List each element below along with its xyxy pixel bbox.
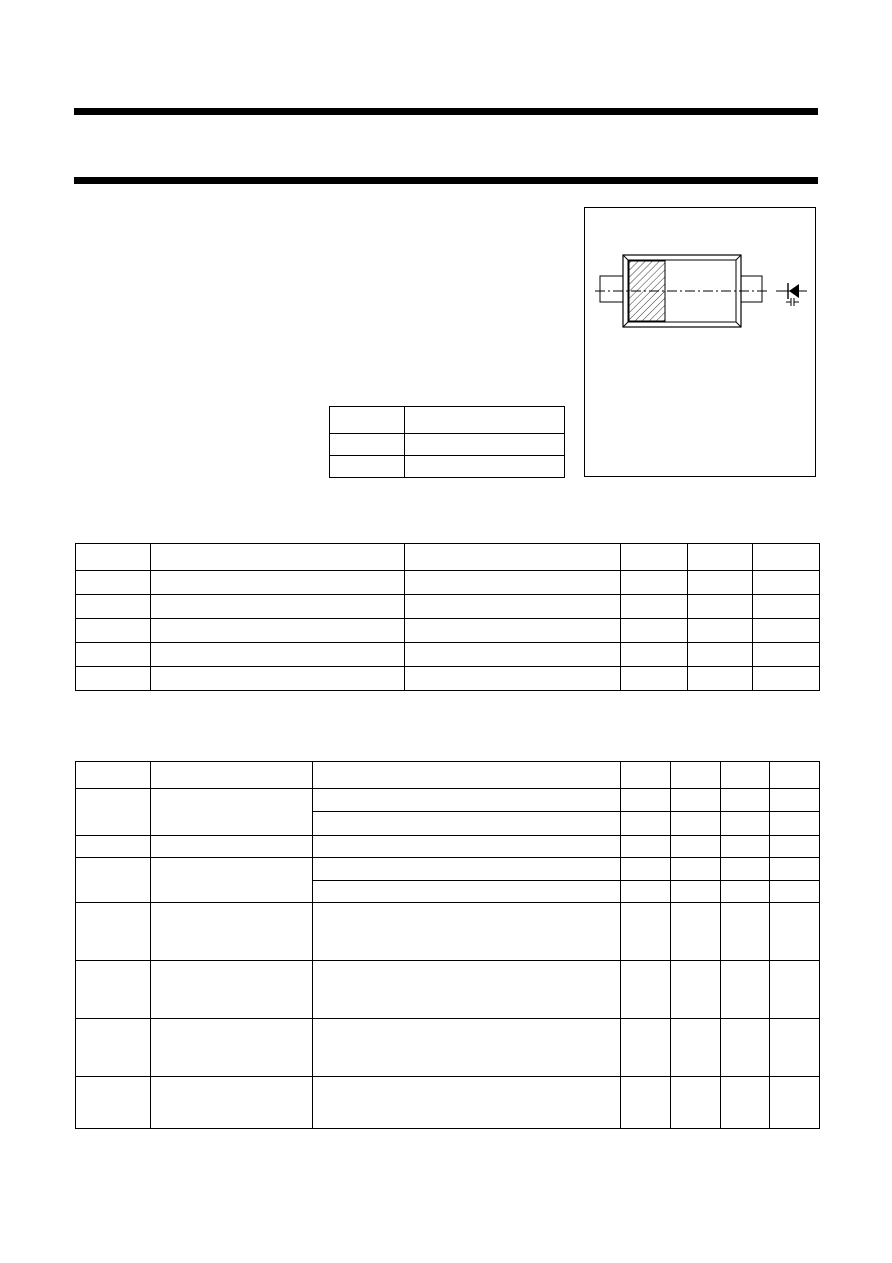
table-cell (405, 456, 565, 478)
table-cell (76, 762, 151, 789)
table-cell (721, 858, 770, 881)
table-cell (621, 903, 671, 961)
table-cell (621, 762, 671, 789)
table-cell (621, 812, 671, 836)
table-cell (688, 571, 753, 595)
table-cell (405, 667, 621, 691)
table-cell (721, 903, 770, 961)
table-cell (753, 571, 820, 595)
table-cell (151, 903, 313, 961)
table-cell (770, 881, 820, 903)
table-cell (770, 858, 820, 881)
table-row (76, 858, 820, 881)
right-end-cap (740, 276, 762, 302)
table-cell (671, 881, 721, 903)
package-outline-figure (584, 207, 816, 477)
table-cell (405, 571, 621, 595)
table-cell (76, 961, 151, 1019)
table-cell (151, 762, 313, 789)
table-cell (313, 1077, 621, 1129)
table-cell (671, 1077, 721, 1129)
table-cell (621, 961, 671, 1019)
table-cell (313, 762, 621, 789)
table-cell (753, 667, 820, 691)
table-cell (151, 858, 313, 903)
table-row (76, 619, 820, 643)
table-cell (753, 619, 820, 643)
table-cell (688, 595, 753, 619)
table-cell (770, 1019, 820, 1077)
table-row (76, 571, 820, 595)
table-cell (621, 836, 671, 858)
table-cell (76, 903, 151, 961)
table-cell (313, 812, 621, 836)
characteristics-table (75, 761, 820, 1129)
table-row (76, 595, 820, 619)
table-cell (151, 643, 405, 667)
table-cell (770, 812, 820, 836)
table-cell (76, 571, 151, 595)
table-cell (151, 961, 313, 1019)
table-row (76, 836, 820, 858)
table-cell (151, 836, 313, 858)
table-cell (76, 1077, 151, 1129)
table-cell (405, 407, 565, 434)
table-row (76, 903, 820, 961)
table-cell (151, 571, 405, 595)
table-cell (621, 1019, 671, 1077)
table-cell (688, 544, 753, 571)
table-cell (76, 544, 151, 571)
table-cell (671, 789, 721, 812)
table-cell (721, 812, 770, 836)
limiting-values-table (75, 543, 820, 691)
table-cell (770, 903, 820, 961)
table-cell (405, 434, 565, 456)
table-cell (621, 858, 671, 881)
table-row (76, 961, 820, 1019)
table-cell (330, 407, 405, 434)
table-cell (405, 619, 621, 643)
table-cell (151, 1077, 313, 1129)
capacitor-symbol-icon (786, 298, 799, 306)
table-cell (313, 903, 621, 961)
table-cell (405, 643, 621, 667)
table-cell (770, 961, 820, 1019)
table-cell (76, 836, 151, 858)
table-cell (621, 1077, 671, 1129)
table-cell (688, 619, 753, 643)
table-cell (151, 544, 405, 571)
table-cell (621, 643, 688, 667)
table-row (330, 434, 565, 456)
table-cell (313, 789, 621, 812)
table-cell (151, 789, 313, 836)
table-row (330, 407, 565, 434)
table-cell (313, 836, 621, 858)
table-cell (753, 544, 820, 571)
header-rule-top (74, 108, 818, 115)
table-cell (621, 619, 688, 643)
table-cell (721, 881, 770, 903)
table-cell (405, 595, 621, 619)
table-cell (330, 434, 405, 456)
table-header-row (76, 544, 820, 571)
table-row (76, 643, 820, 667)
table-cell (76, 789, 151, 836)
table-cell (330, 456, 405, 478)
table-row (330, 456, 565, 478)
table-cell (76, 619, 151, 643)
table-cell (721, 961, 770, 1019)
table-cell (770, 789, 820, 812)
table-cell (671, 1019, 721, 1077)
table-cell (313, 881, 621, 903)
table-cell (76, 667, 151, 691)
table-cell (753, 643, 820, 667)
table-cell (621, 571, 688, 595)
table-cell (671, 903, 721, 961)
table-cell (313, 961, 621, 1019)
diode-symbol-icon (776, 283, 807, 299)
header-rule-bottom (74, 177, 818, 184)
table-cell (770, 762, 820, 789)
table-cell (151, 1019, 313, 1077)
table-cell (621, 881, 671, 903)
table-cell (671, 836, 721, 858)
table-cell (770, 836, 820, 858)
package-outline-drawing (585, 208, 817, 478)
table-cell (721, 1077, 770, 1129)
table-row (76, 667, 820, 691)
table-row (76, 789, 820, 812)
table-cell (671, 858, 721, 881)
table-cell (688, 643, 753, 667)
left-end-cap (600, 276, 624, 302)
table-cell (621, 595, 688, 619)
table-cell (621, 789, 671, 812)
table-cell (76, 1019, 151, 1077)
table-cell (76, 858, 151, 903)
table-cell (753, 595, 820, 619)
table-cell (151, 667, 405, 691)
table-cell (151, 595, 405, 619)
table-cell (721, 1019, 770, 1077)
table-row (76, 1019, 820, 1077)
table-cell (671, 812, 721, 836)
table-cell (76, 643, 151, 667)
table-cell (151, 619, 405, 643)
table-cell (688, 667, 753, 691)
table-cell (721, 789, 770, 812)
table-header-row (76, 762, 820, 789)
table-cell (405, 544, 621, 571)
table-cell (313, 858, 621, 881)
table-cell (621, 667, 688, 691)
table-cell (76, 595, 151, 619)
table-cell (721, 762, 770, 789)
table-cell (313, 1019, 621, 1077)
table-row (76, 1077, 820, 1129)
table-cell (671, 762, 721, 789)
table-cell (671, 961, 721, 1019)
table-cell (621, 544, 688, 571)
table-cell (770, 1077, 820, 1129)
marking-table (329, 406, 565, 478)
table-cell (721, 836, 770, 858)
